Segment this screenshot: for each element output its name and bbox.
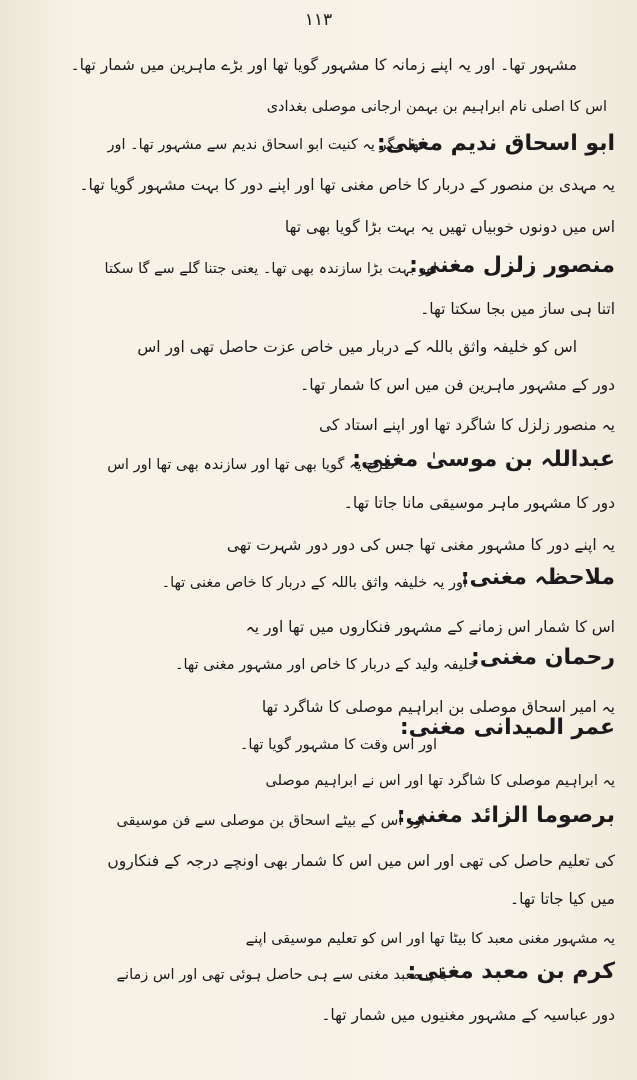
text-line: دور عباسیہ کے مشہور مغنیوں میں شمار تھا۔ [321, 1006, 615, 1024]
text-line: اس کا اصلی نام ابراہیم بن بہمن ارجانی موصلی بغدادی [266, 99, 607, 115]
text-line: اتنا ہی ساز میں بجا سکتا تھا۔ [420, 300, 615, 318]
text-line: کی تعلیم حاصل کی تھی اور اس میں اس کا شمار بھی اونچے درجہ کے فنکاروں [107, 852, 615, 870]
text-line: اس کو خلیفہ واثق باللہ کے دربار میں خاص عزت حاصل تھی اور اس [137, 338, 577, 356]
text-line: مشہور تھا۔ اور یہ اپنے زمانہ کا مشہور گویا تھا اور بڑے ماہرین میں شمار تھا۔ [70, 56, 577, 74]
heading-abdullah-bin-musa-mughanni: عبداللہ بن موسیٰ مغنی: [352, 447, 615, 472]
text-line: یہ امیر اسحاق موصلی بن ابراہیم موصلی کا شاگرد تھا [261, 698, 615, 716]
heading-barsuma-al-zaid-mughanni: برصوما الزائد مغنی: [396, 803, 615, 828]
heading-karam-bin-mabad-mughanni: کرم بن معبد مغنی: [407, 959, 615, 984]
heading-abu-ishaq-nadeem-mughanni: ابو اسحاق ندیم مغنی: [376, 131, 615, 156]
text-line: یہ ابراہیم موصلی کا شاگرد تھا اور اس نے ابراہیم موصلی [265, 773, 615, 789]
text-line: یہ اپنے دور کا مشہور مغنی تھا جس کی دور دور شہرت تھی [226, 536, 615, 554]
text-line: طرح یہ گویا بھی تھا اور سازندہ بھی تھا اور اس [107, 457, 395, 473]
text-line: اور یہ خلیفہ واثق باللہ کے دربار کا خاص مغنی تھا۔ [161, 575, 467, 591]
text-line: اور اس وقت کا مشہور گویا تھا۔ [239, 737, 437, 753]
text-line: اس کا شمار اس زمانے کے مشہور فنکاروں میں تھا اور یہ [245, 618, 615, 636]
text-line: یہ مشہور مغنی معبد کا بیٹا تھا اور اس کو تعلیم موسیقی اپنے [245, 931, 615, 947]
text-line: یہ منصور زلزل کا شاگرد تھا اور اپنے استاد کی [318, 416, 615, 434]
heading-rehman-mughanni: رحمان مغنی: [470, 645, 615, 670]
page-number: ١١٣ [304, 10, 333, 30]
text-line: دور کے مشہور ماہرین فن میں اس کا شمار تھا۔ [300, 376, 615, 394]
text-line: اور اس کے بیٹے اسحاق بن موصلی سے فن موسیقی [116, 813, 425, 829]
text-line: یہ مہدی بن منصور کے دربار کا خاص مغنی تھا اور اپنے دور کا بہت مشہور گویا تھا۔ [79, 176, 615, 194]
text-line: تھا مگر یہ کنیت ابو اسحاق ندیم سے مشہور تھا۔ اور [107, 137, 423, 153]
text-line: باپ معبد مغنی سے ہی حاصل ہوئی تھی اور اس زمانے [116, 967, 447, 983]
heading-mansoor-zalzal-mughanni: منصور زلزل مغنی: [409, 253, 615, 278]
text-line: دور کا مشہور ماہر موسیقی مانا جاتا تھا۔ [343, 494, 615, 512]
heading-umar-al-maidani-mughanni: عمر المیدانی مغنی: [399, 715, 615, 740]
text-line: اور بہت بڑا سازندہ بھی تھا۔ یعنی جتنا گلے سے گا سکتا [104, 261, 437, 277]
text-line: میں کیا جاتا تھا۔ [510, 890, 615, 908]
text-line: اس میں دونوں خوبیاں تھیں یہ بہت بڑا گویا بھی تھا [284, 218, 615, 236]
text-line: خلیفہ ولید کے دربار کا خاص اور مشہور مغنی تھا۔ [175, 657, 477, 673]
heading-mulahiza-mughanni: ملاحظہ مغنی: [460, 565, 615, 590]
